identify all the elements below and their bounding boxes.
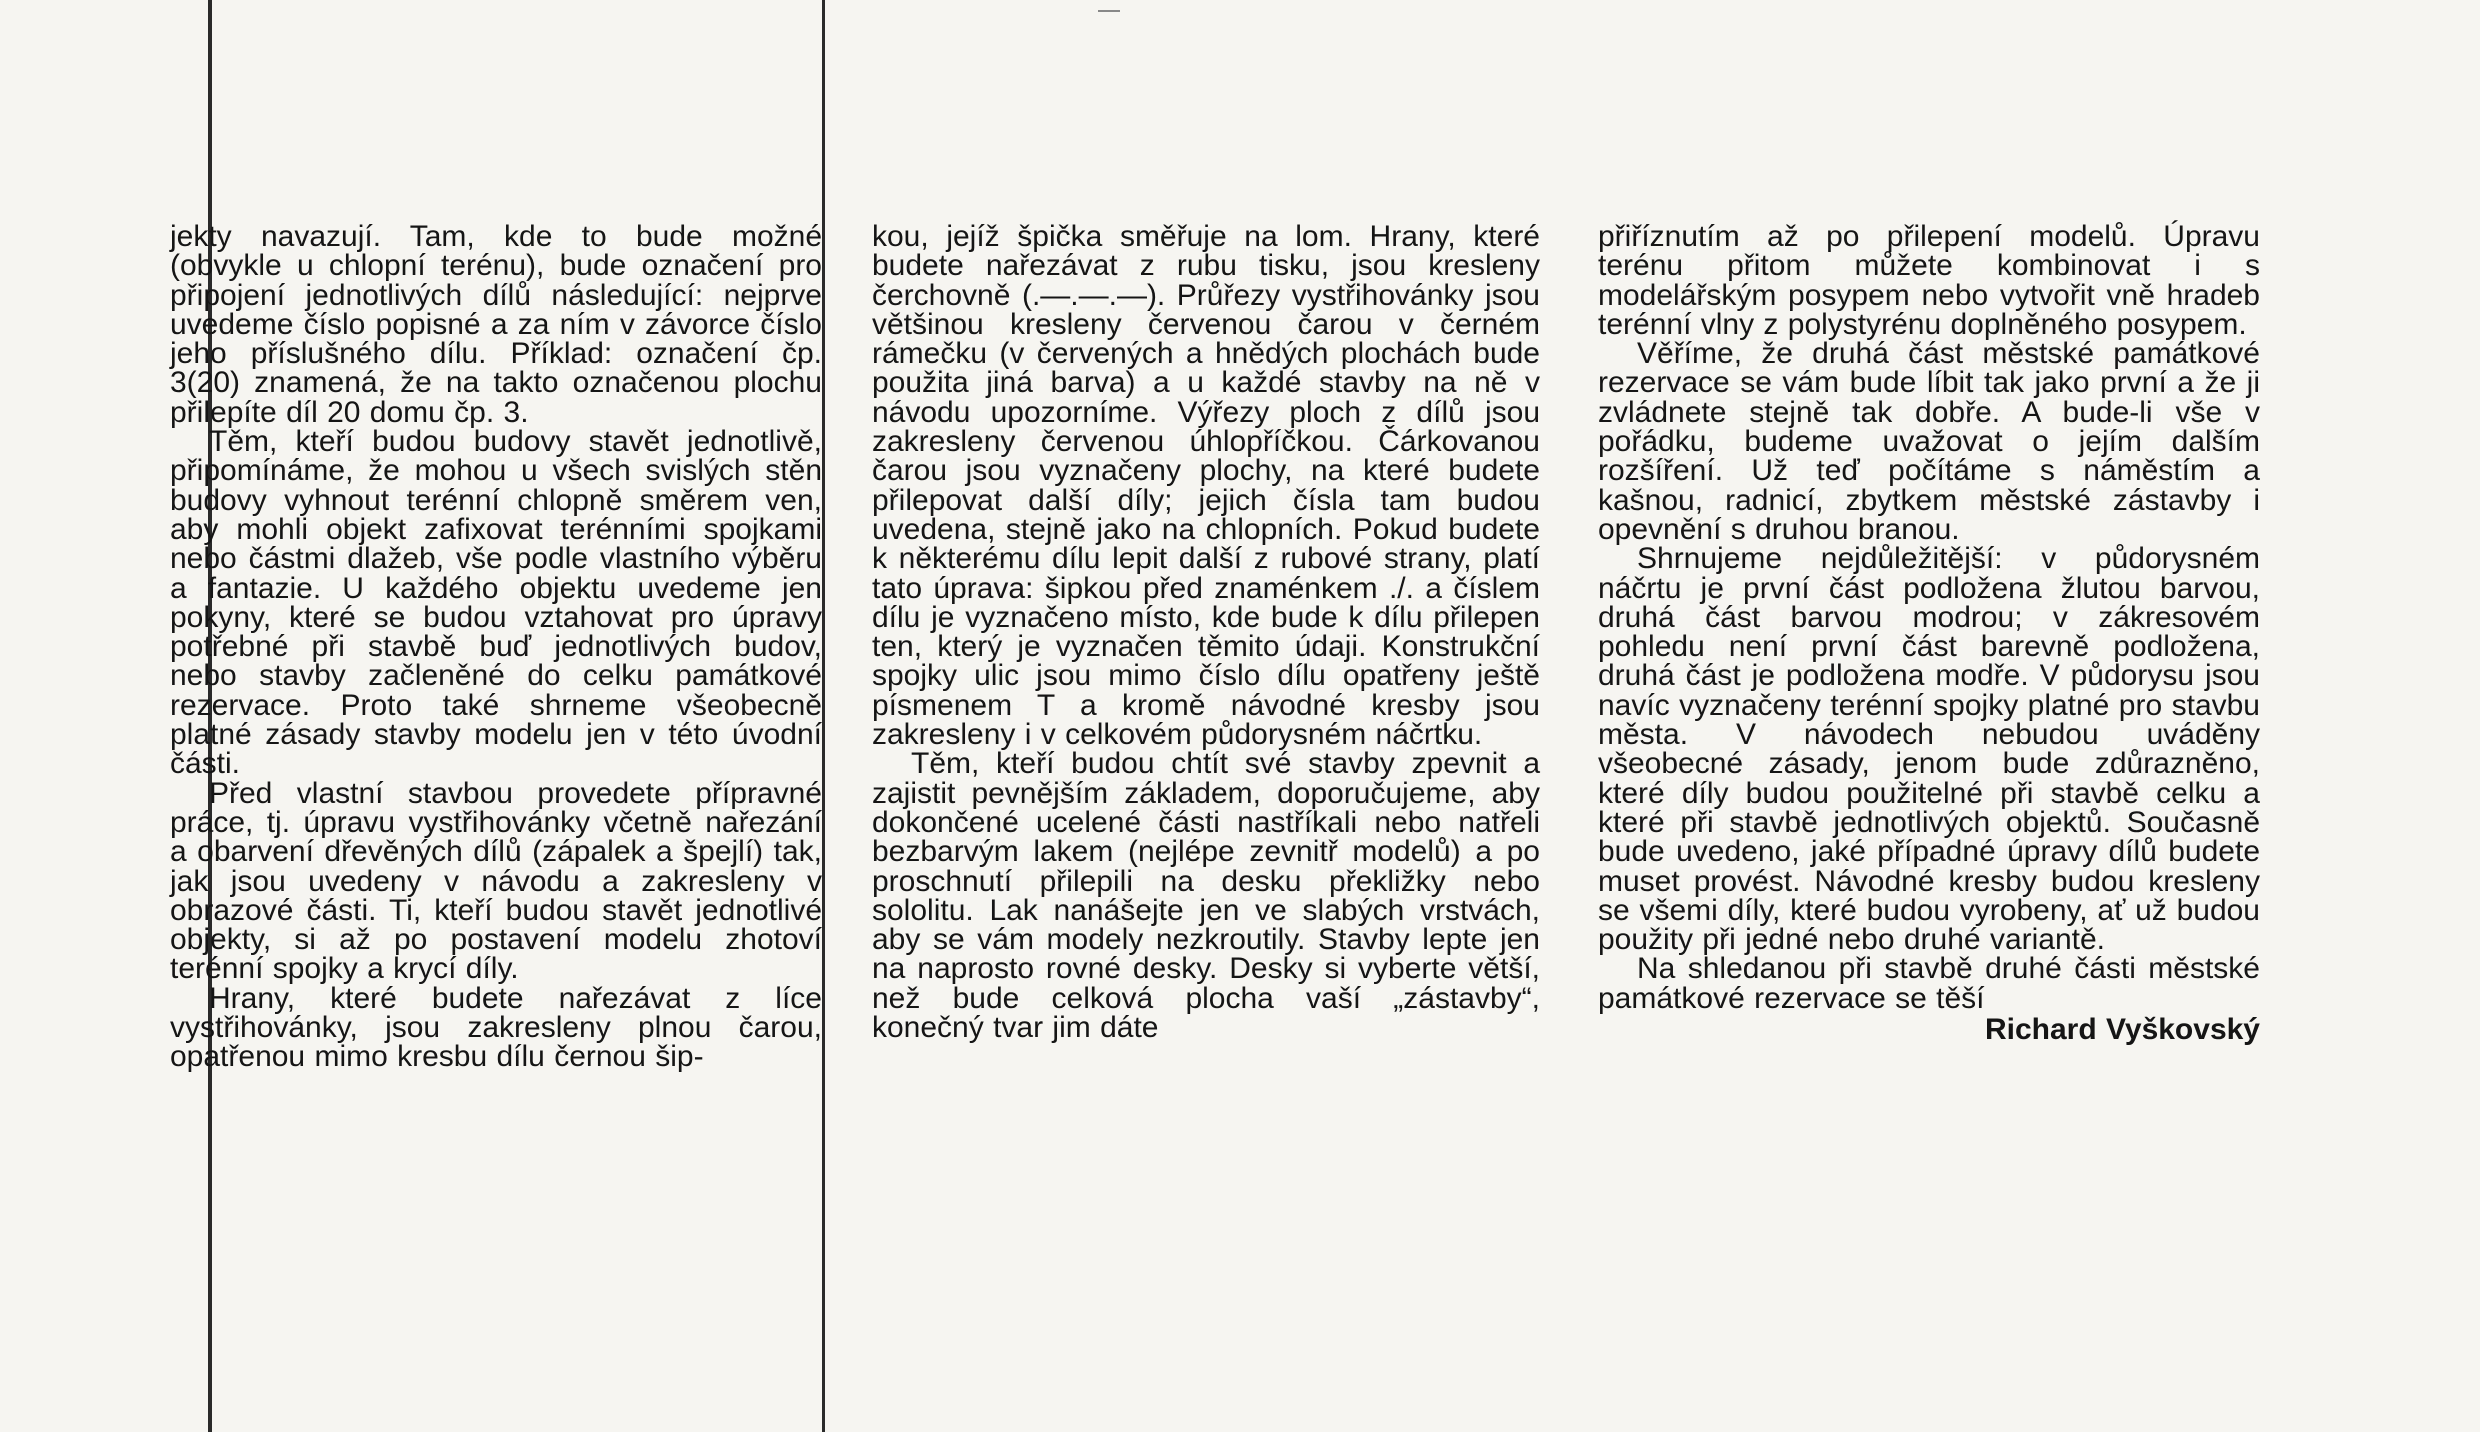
text-column-1	[170, 222, 822, 1072]
paragraph: jekty navazují. Tam, kde to bude možné (obvykle u chlopní terénu), bude označení pro připojení jednotlivých dílů následující: nejprve uvedeme číslo popisné a za ním v závorce číslo jeho příslušného dílu. Příklad: označení čp. 3(20) znamená, že na takto označenou plochu přilepíte díl 20 domu čp. 3.	[170, 220, 822, 429]
paragraph: Před vlastní stavbou provedete přípravné práce, tj. úpravu vystřihovánky včetně nařezání a obarvení dřevěných dílů (zápalek a špejlí) tak, jak jsou uvedeny v návodu a zakresleny v obrazové části. Ti, kteří budou stavět jednotlivé objekty, si až po postavení modelu zhotoví terénní spojky a krycí díly.	[170, 776, 822, 986]
page-edge-middle	[822, 0, 825, 1432]
paragraph: Těm, kteří budou budovy stavět jednotlivě, připomínáme, že mohou u všech svislých stěn budovy vyhnout terénní chlopně směrem ven, aby mohli objekt zafixovat terénními spojkami nebo částmi dlažeb, vše podle vlastního výběru a fantazie. U každého objektu uvedeme jen pokyny, které se budou vztahovat pro úpravy potřebné při stavbě buď jednotlivých budov, nebo stavby začleněné do celku památkové rezervace. Proto také shrneme všeobecně platné zásady stavby modelu jen v této úvodní části.	[170, 425, 822, 781]
paragraph: přiříznutím až po přilepení modelů. Úpravu terénu přitom můžete kombinovat i s modelářským posypem nebo vytvořit vně hradeb terénní vlny z polystyrénu doplněného posypem.	[1598, 220, 2260, 341]
author-signature: Richard Vyškovský	[1984, 1013, 2260, 1047]
paragraph: Hrany, které budete nařezávat z líce vystřihovánky, jsou zakresleny plnou čarou, opatřenou mimo kresbu dílu černou šip-	[170, 981, 822, 1074]
scan-mark	[1098, 10, 1120, 12]
text-column-3	[1598, 220, 2260, 1047]
paragraph: Na shledanou při stavbě druhé části městské památkové rezervace se těší	[1598, 952, 2260, 1015]
paragraph: kou, jejíž špička směřuje na lom. Hrany, které budete nařezávat z rubu tisku, jsou kresleny čerchovně (.—.—.—). Průřezy vystřihovánky jsou většinou kresleny červenou čarou v černém rámečku (v červených a hnědých plochách bude použita jiná barva) a u každé stavby na ně v návodu upozorníme. Výřezy ploch z dílů jsou zakresleny červenou úhlopříčkou. Čárkovanou čarou jsou vyznačeny plochy, na které budete přilepovat další díly; jejich čísla tam budou uvedena, stejně jako na chlopních. Pokud budete k některému dílu lepit další z rubové strany, platí tato úprava: šipkou před znaménkem ./. a číslem dílu je vyznačeno místo, kde bude k dílu přilepen ten, který je vyznačen těmito údaji. Konstrukční spojky ulic jsou mimo číslo dílu opatřeny ještě písmenem T a kromě návodné kresby jsou zakresleny i v celkovém půdorysném náčrtku.	[872, 220, 1540, 752]
paragraph: Těm, kteří budou chtít své stavby zpevnit a zajistit pevnějším základem, doporučujeme, aby dokončené ucelené části nastříkali nebo natřeli bezbarvým lakem (nejlépe zevnitř modelů) a po proschnutí přilepili na desku překližky nebo sololitu. Lak nanášejte jen ve slabých vrstvách, aby se vám modely nezkroutily. Stavby lepte jen na naprosto rovné desky. Desky si vyberte větší, než bude celková plocha vaší „zástavby“, konečný tvar jim dáte	[872, 747, 1540, 1045]
paragraph: Věříme, že druhá část městské památkové rezervace se vám bude líbit tak jako první a že ji zvládnete stejně tak dobře. A bude-li vše v pořádku, budeme uvažovat o jejím dalším rozšíření. Už teď počítáme s náměstím a kašnou, radnicí, zbytkem městské zástavby i opevnění s druhou branou.	[1598, 337, 2260, 546]
paragraph: Shrnujeme nejdůležitější: v půdorysném náčrtu je první část podložena žlutou barvou, druhá část barvou modrou; v zákresovém pohledu není první část barevně podložena, druhá část je podložena modře. V půdorysu jsou navíc vyznačeny terénní spojky platné pro stavbu města. V návodech nebudou uváděny všeobecné zásady, jenom bude zdůrazněno, které díly budou použitelné při stavbě celku a které při stavbě jednotlivých objektů. Současně bude uvedeno, jaké případné úpravy dílů budete muset provést. Návodné kresby budou kresleny se všemi díly, které budou vyrobeny, ať už budou použity při jedné nebo druhé variantě.	[1598, 542, 2260, 957]
text-column-2	[872, 220, 1540, 1045]
